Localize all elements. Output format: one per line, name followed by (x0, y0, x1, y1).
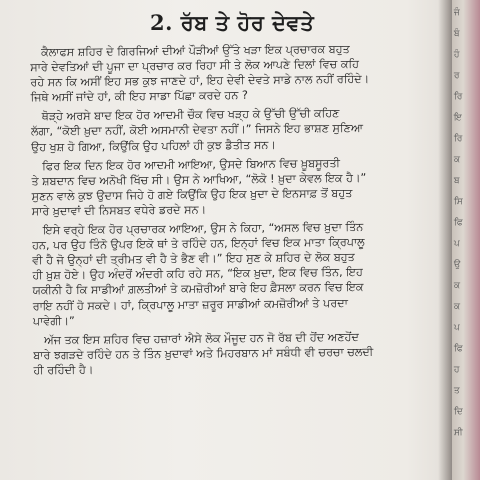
adjacent-page-fragment: ਕ (453, 154, 461, 166)
text-line: ਸੁਣਨ ਵਾਲੇ ਕੁਝ ਉਦਾਸ ਜਿਹੇ ਹੋ ਗਏ ਕਿਉਂਕਿ ਉਹ ਇਕ ਖ਼ੁਦਾ ਦੇ ਇਨਸਾਫ਼ ਤੋਂ ਬਹੁਤ (31, 186, 353, 203)
text-line: ਰਹੇ ਸਨ ਕਿ ਅਸੀਂ ਇਹ ਸਭ ਕੁਝ ਜਾਣਦੇ ਹਾਂ, ਇਹ ਦੇਵੀ ਦੇਵਤੇ ਸਾਡੇ ਨਾਲ ਨਹੀਂ ਰਹਿੰਦੇ। (30, 72, 370, 90)
text-line: ਬਾਰੇ ਝਗੜਦੇ ਰਹਿੰਦੇ ਹਨ ਤੇ ਤਿੰਨ ਖ਼ੁਦਾਵਾਂ ਅਤੇ ਮਿਹਰਬਾਨ ਮਾਂ ਸਬੰਧੀ ਵੀ ਚਰਚਾ ਚਲਦੀ (33, 345, 374, 362)
adjacent-page-fragment: ਫਿ (453, 343, 463, 355)
adjacent-page-fragment: ਬ (453, 175, 460, 187)
text-line: ਹਨ, ਪਰ ਉਹ ਤਿੰਨੋ ਉਪਰ ਇਕੋ ਥਾਂ ਤੇ ਰਹਿੰਦੇ ਹਨ, ਇਨ੍ਹਾਂ ਵਿਚ ਇਕ ਮਾਤਾ ਕ੍ਰਿਪਾਲੂ (32, 235, 365, 253)
adjacent-page-fragment: ਰਿ (453, 133, 463, 145)
adjacent-page-fragment: ਕ (453, 301, 461, 313)
paragraph (32, 219, 438, 329)
paragraph (31, 105, 436, 155)
text-line: ਪਾਵੇਗੀ।” (32, 314, 75, 328)
text-line: ਥੋੜ੍ਹੇ ਅਰਸੇ ਬਾਦ ਇਕ ਹੋਰ ਆਦਮੀ ਚੌਕ ਵਿਚ ਖੜ੍ਹ ਕੇ ਉੱਚੀ ਉੱਚੀ ਕਹਿਣ (41, 107, 340, 124)
paragraph (31, 154, 437, 219)
adjacent-page-fragment: ਉ (453, 259, 461, 271)
adjacent-page-fragment: ਫਿ (453, 217, 463, 229)
adjacent-page-fragment: ਤ (453, 385, 460, 397)
adjacent-page-fragment: ਹ (453, 364, 460, 376)
paragraph (33, 328, 438, 378)
chapter-body (30, 41, 438, 378)
text-line: ਕੈਲਾਫਸ ਸ਼ਹਿਰ ਦੇ ਗਿਰਜਿਆਂ ਦੀਆਂ ਪੌੜੀਆਂ ਉੱਤੇ ਖੜਾ ਇਕ ਪ੍ਰਚਾਰਕ ਬਹੁਤ (41, 42, 350, 59)
paragraph (30, 41, 436, 106)
adjacent-page-fragment: ਪ (453, 238, 460, 250)
adjacent-page-fragment: ਕ (453, 280, 461, 292)
adjacent-page-fragment: ਰਿ (453, 91, 463, 103)
adjacent-page-fragment: ਸੀ (453, 427, 463, 439)
text-line: ਸਾਰੇ ਖ਼ੁਦਾਵਾਂ ਦੀ ਨਿਸਬਤ ਵਧੇਰੇ ਡਰਦੇ ਸਨ। (31, 203, 207, 218)
text-line: ਤੇ ਸ਼ਬਦਾਨ ਵਿਚ ਅਨੋਖੀ ਖਿੱਚ ਸੀ। ਉਸ ਨੇ ਆਖਿਆ, “ਲੋਕੋ ! ਖ਼ੁਦਾ ਕੇਵਲ ਇਕ ਹੈ।” (31, 171, 367, 188)
adjacent-page-fragment: ਬੰ (453, 28, 460, 40)
adjacent-page-fragment: ਸਿ (453, 196, 463, 208)
text-line: ਰਾਇ ਨਹੀਂ ਹੋ ਸਕਦੇ। ਹਾਂ, ਕ੍ਰਿਪਾਲੂ ਮਾਤਾ ਜ਼ਰੂਰ ਸਾਡੀਆਂ ਕਮਜ਼ੋਰੀਆਂ ਤੇ ਪਰਦਾ (32, 296, 348, 313)
adjacent-page-fragment: ਜੰ (453, 7, 460, 19)
text-line: ਹੀ ਰਹਿੰਦੀ ਹੈ। (33, 363, 94, 377)
text-line: ਫਿਰ ਇਕ ਦਿਨ ਇਕ ਹੋਰ ਆਦਮੀ ਆਇਆ, ਉਸਦੇ ਬਿਆਨ ਵਿਚ ਖ਼ੂਬਸੂਰਤੀ (42, 156, 341, 173)
text-line: ਇਸੇ ਵਰ੍ਹੇ ਇਕ ਹੋਰ ਪ੍ਰਚਾਰਕ ਆਇਆ, ਉਸ ਨੇ ਕਿਹਾ, “ਅਸਲ ਵਿਚ ਖ਼ੁਦਾ ਤਿੰਨ (42, 220, 364, 237)
adjacent-page (452, 0, 480, 480)
adjacent-page-fragment: ਹੰ (453, 49, 460, 61)
chapter-title: 2. ਰੱਬ ਤੇ ਹੋਰ ਦੇਵਤੇ (150, 10, 315, 35)
adjacent-page-fragment: ਇ (453, 112, 462, 124)
text-line: ਹੀ ਖ਼ੁਸ਼ ਹੋਏ। ਉਹ ਅੰਦਰੋਂ ਅੰਦਰੀ ਕਹਿ ਰਹੇ ਸਨ, “ਇਕ ਖ਼ੁਦਾ, ਇਕ ਵਿਚ ਤਿੰਨ, ਇਹ (32, 265, 363, 283)
text-line: ਯਕੀਨੀ ਹੈ ਕਿ ਸਾਡੀਆਂ ਗ਼ਲਤੀਆਂ ਤੇ ਕਮਜ਼ੋਰੀਆਂ ਬਾਰੇ ਇਹ ਫ਼ੈਸਲਾ ਕਰਨ ਵਿਚ ਇਕ (32, 280, 364, 298)
text-line: ਲੱਗਾ, “ਕੋਈ ਖ਼ੁਦਾ ਨਹੀਂ, ਕੋਈ ਅਸਮਾਨੀ ਦੇਵਤਾ ਨਹੀਂ।” ਜਿਸਨੇ ਇਹ ਭਾਸ਼ਣ ਸੁਣਿਆ (30, 121, 364, 139)
text-line: ਉਹ ਖੁਸ਼ ਹੋ ਗਿਆ, ਕਿਉਂਕਿ ਉਹ ਪਹਿਲਾਂ ਹੀ ਕੁਝ ਡੈਤੀਤ ਸਨ। (31, 137, 276, 154)
adjacent-page-fragment: ਦਿ (453, 406, 463, 418)
text-line: ਸਾਰੇ ਦੇਵਤਿਆਂ ਦੀ ਪੂਜਾ ਦਾ ਪ੍ਰਚਾਰ ਕਰ ਰਿਹਾ ਸੀ ਤੇ ਲੋਕ ਆਪਣੇ ਦਿਲਾਂ ਵਿਚ ਕਹਿ (30, 57, 359, 75)
adjacent-page-fragment: ਰ (453, 70, 460, 82)
text-line: ਵੀ ਹੈ ਜੋ ਉਨ੍ਹਾਂ ਦੀ ਤ੍ਰੀਮਤ ਵੀ ਹੈ ਤੇ ਭੈਣ ਵੀ।” ਇਹ ਸੁਣ ਕੇ ਸ਼ਹਿਰ ਦੇ ਲੋਕ ਬਹੁਤ (32, 250, 355, 268)
text-line: ਅੱਜ ਤਕ ਇਸ ਸ਼ਹਿਰ ਵਿਚ ਹਜ਼ਾਰਾਂ ਐਸੇ ਲੋਕ ਮੌਜੂਦ ਹਨ ਜੋ ਰੱਬ ਦੀ ਹੋਂਦ ਅਣਹੋਂਦ (44, 330, 359, 347)
text-line: ਜਿਥੇ ਅਸੀਂ ਜਾਂਦੇ ਹਾਂ, ਕੀ ਇਹ ਸਾਡਾ ਪਿੱਛਾ ਕਰਦੇ ਹਨ ? (30, 89, 248, 105)
adjacent-page-fragment: ਪ (453, 322, 460, 334)
